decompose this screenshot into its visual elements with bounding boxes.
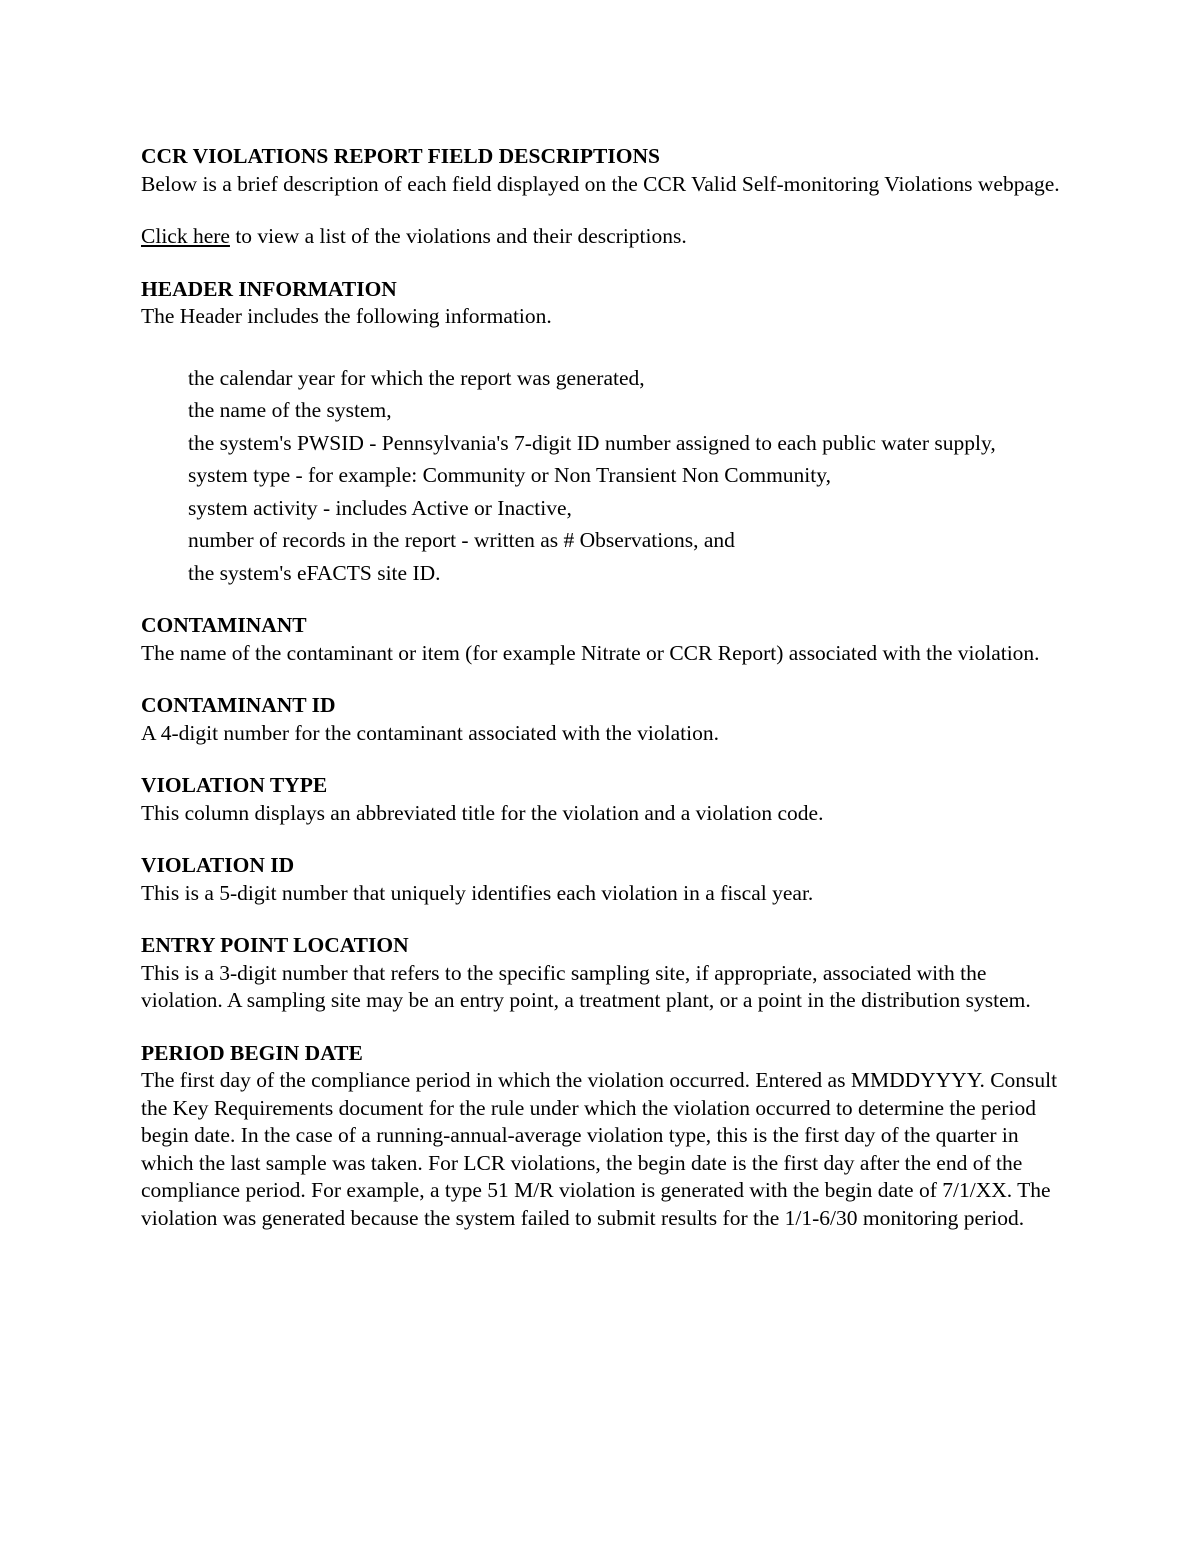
- list-item: the system's eFACTS site ID.: [188, 560, 441, 585]
- violation-type-section: [141, 772, 1061, 827]
- title-block: [141, 143, 1061, 198]
- period-begin-date-section: [141, 1040, 1061, 1233]
- section-text: The name of the contaminant or item (for example Nitrate or CCR Report) associated with the violation.: [141, 640, 1040, 665]
- section-text: This is a 3-digit number that refers to the specific sampling site, if appropriate, associated with the violation. A sampling site may be an entry point, a treatment plant, or a point in the distribution system.: [141, 960, 1031, 1012]
- section-heading: VIOLATION TYPE: [141, 773, 328, 797]
- document-title: CCR VIOLATIONS REPORT FIELD DESCRIPTIONS: [141, 144, 660, 168]
- section-heading: CONTAMINANT ID: [141, 693, 336, 717]
- contaminant-section: [141, 612, 1061, 667]
- violation-id-section: [141, 852, 1061, 907]
- link-paragraph: [141, 223, 1061, 251]
- click-here-link[interactable]: Click here: [141, 224, 230, 248]
- link-line-rest: to view a list of the violations and their descriptions.: [229, 224, 687, 248]
- header-information-section: [141, 276, 1061, 588]
- entry-point-location-section: [141, 932, 1061, 1015]
- list-item: system activity - includes Active or Inactive,: [188, 495, 572, 520]
- list-item: the name of the system,: [188, 398, 392, 422]
- list-item: the calendar year for which the report was generated,: [188, 365, 645, 390]
- section-heading: PERIOD BEGIN DATE: [141, 1040, 363, 1065]
- section-text: This is a 5-digit number that uniquely identifies each violation in a fiscal year.: [141, 880, 814, 905]
- header-information-heading: HEADER INFORMATION: [141, 276, 397, 301]
- list-item: the system's PWSID - Pennsylvania's 7-digit ID number assigned to each public water supply,: [188, 430, 996, 455]
- section-text: This column displays an abbreviated title for the violation and a violation code.: [141, 800, 824, 825]
- document-page: [141, 143, 1061, 1257]
- list-item: system type - for example: Community or Non Transient Non Community,: [188, 463, 831, 487]
- header-information-text: The Header includes the following information.: [141, 304, 552, 328]
- list-item: number of records in the report - written as # Observations, and: [188, 528, 735, 552]
- section-heading: VIOLATION ID: [141, 853, 295, 877]
- section-heading: ENTRY POINT LOCATION: [141, 933, 409, 957]
- section-text: A 4-digit number for the contaminant associated with the violation.: [141, 720, 719, 745]
- link-line: [141, 223, 1061, 251]
- intro-text: Below is a brief description of each field displayed on the CCR Valid Self-monitoring Violations webpage.: [141, 171, 1060, 196]
- section-heading: CONTAMINANT: [141, 613, 307, 637]
- header-information-list: [141, 365, 1061, 588]
- section-text: The first day of the compliance period in which the violation occurred. Entered as MMDDYYYY. Consult the Key Requirements document for the rule under which the violation occurred to determine the period begin date. In the case of a running-annual-average violation type, this is the first day of the quarter in which the last sample was taken. For LCR violations, the begin date is the first day after the end of the compliance period. For example, a type 51 M/R violation is generated with the begin date of 7/1/XX. The violation was generated because the system failed to submit results for the 1/1-6/30 monitoring period.: [141, 1068, 1058, 1230]
- contaminant-id-section: [141, 692, 1061, 747]
